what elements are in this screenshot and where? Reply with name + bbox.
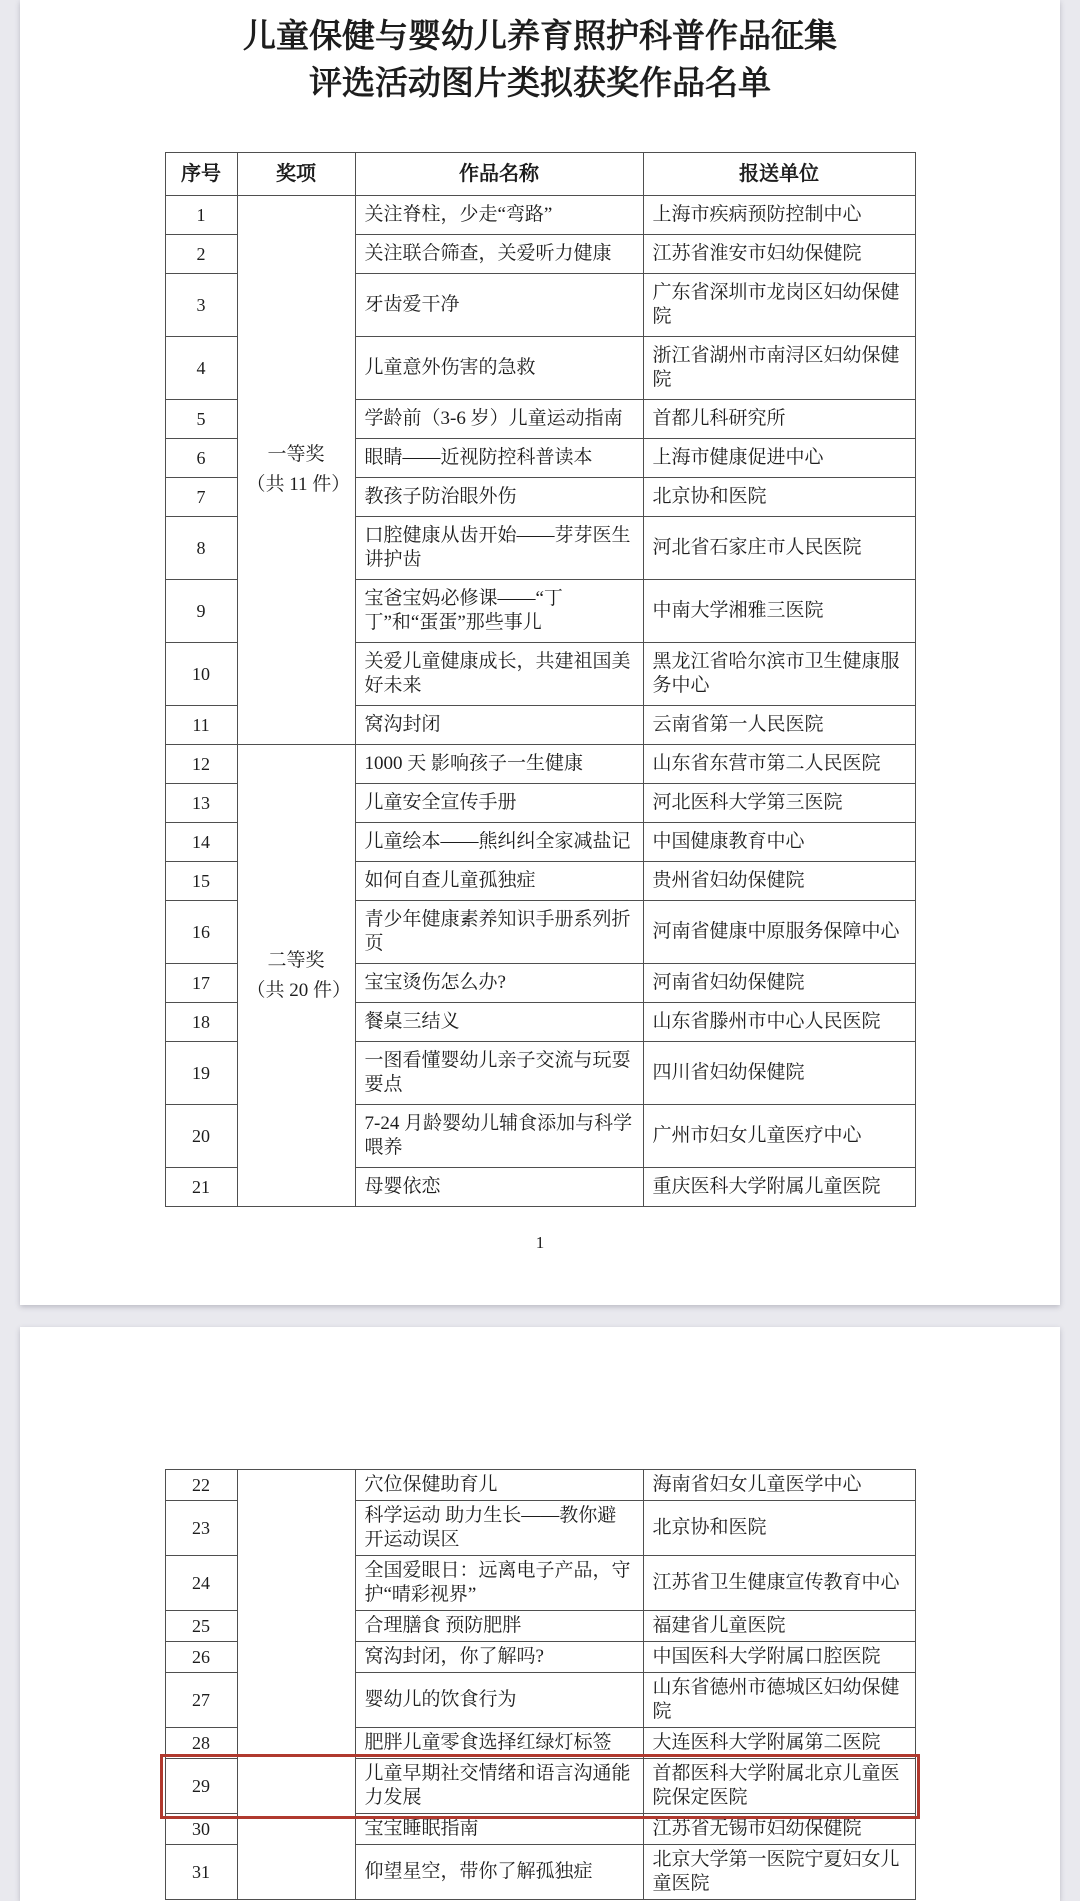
cell-work-title: 仰望星空，带你了解孤独症: [355, 1845, 643, 1900]
cell-serial: 20: [165, 1105, 237, 1168]
cell-work-title: 窝沟封闭: [355, 706, 643, 745]
cell-work-title: 科学运动 助力生长——教你避开运动误区: [355, 1501, 643, 1556]
cell-work-title: 教孩子防治眼外伤: [355, 478, 643, 517]
awards-table-page-1: [165, 152, 916, 1207]
table-row: [165, 196, 915, 235]
cell-serial: 1: [165, 196, 237, 235]
column-header-award: 奖项: [237, 153, 355, 196]
award-group-count: （共 11 件）: [246, 474, 351, 495]
cell-work-title: 1000 天 影响孩子一生健康: [355, 745, 643, 784]
cell-unit: 山东省滕州市中心人民医院: [643, 1003, 915, 1042]
cell-serial: 8: [165, 517, 237, 580]
cell-unit: 重庆医科大学附属儿童医院: [643, 1168, 915, 1207]
cell-serial: 25: [165, 1611, 237, 1642]
cell-serial: 26: [165, 1642, 237, 1673]
cell-serial: 5: [165, 400, 237, 439]
cell-serial: 23: [165, 1501, 237, 1556]
cell-unit: 四川省妇幼保健院: [643, 1042, 915, 1105]
table-row: [165, 1470, 915, 1501]
cell-work-title: 宝爸宝妈必修课——“丁丁”和“蛋蛋”那些事儿: [355, 580, 643, 643]
award-group-name: 二等奖: [267, 949, 325, 971]
cell-serial: 13: [165, 784, 237, 823]
cell-serial: 2: [165, 235, 237, 274]
cell-work-title: 餐桌三结义: [355, 1003, 643, 1042]
cell-serial: 12: [165, 745, 237, 784]
cell-work-title: 牙齿爱干净: [355, 274, 643, 337]
cell-work-title: 全国爱眼日：远离电子产品，守护“晴彩视界”: [355, 1556, 643, 1611]
cell-serial: 17: [165, 964, 237, 1003]
award-group-name: 一等奖: [267, 444, 325, 465]
cell-unit: 北京大学第一医院宁夏妇女儿童医院: [643, 1845, 915, 1900]
cell-unit: 山东省东营市第二人民医院: [643, 745, 915, 784]
cell-serial: 16: [165, 901, 237, 964]
cell-serial: 14: [165, 823, 237, 862]
cell-serial: 11: [165, 706, 237, 745]
cell-unit: 云南省第一人民医院: [643, 706, 915, 745]
cell-serial: 22: [165, 1470, 237, 1501]
column-header-work-title: 作品名称: [355, 153, 643, 196]
cell-unit: 首都医科大学附属北京儿童医院保定医院: [643, 1759, 915, 1814]
cell-serial: 3: [165, 274, 237, 337]
cell-serial: 28: [165, 1728, 237, 1759]
cell-unit: 福建省儿童医院: [643, 1611, 915, 1642]
cell-work-title: 合理膳食 预防肥胖: [355, 1611, 643, 1642]
cell-unit: 江苏省淮安市妇幼保健院: [643, 235, 915, 274]
cell-serial: 18: [165, 1003, 237, 1042]
cell-unit: 黑龙江省哈尔滨市卫生健康服务中心: [643, 643, 915, 706]
cell-unit: 贵州省妇幼保健院: [643, 862, 915, 901]
document-title-line-1: 儿童保健与婴幼儿养育照护科普作品征集: [243, 19, 837, 55]
cell-work-title: 儿童绘本——熊纠纠全家减盐记: [355, 823, 643, 862]
cell-serial: 10: [165, 643, 237, 706]
cell-work-title: 母婴依恋: [355, 1168, 643, 1207]
cell-work-title: 7-24 月龄婴幼儿辅食添加与科学喂养: [355, 1105, 643, 1168]
cell-serial: 21: [165, 1168, 237, 1207]
cell-serial: 15: [165, 862, 237, 901]
cell-serial: 19: [165, 1042, 237, 1105]
cell-work-title: 儿童意外伤害的急救: [355, 337, 643, 400]
cell-work-title: 如何自查儿童孤独症: [355, 862, 643, 901]
award-group-count: （共 20 件）: [246, 979, 352, 1001]
cell-work-title: 一图看懂婴幼儿亲子交流与玩耍要点: [355, 1042, 643, 1105]
document-page-2: [20, 1327, 1060, 1901]
cell-unit: 上海市健康促进中心: [643, 439, 915, 478]
cell-work-title: 关爱儿童健康成长，共建祖国美好未来: [355, 643, 643, 706]
cell-unit: 中南大学湘雅三医院: [643, 580, 915, 643]
cell-unit: 河北医科大学第三医院: [643, 784, 915, 823]
cell-work-title: 青少年健康素养知识手册系列折页: [355, 901, 643, 964]
cell-unit: 大连医科大学附属第二医院: [643, 1728, 915, 1759]
cell-serial: 7: [165, 478, 237, 517]
cell-work-title: 关注脊柱，少走“弯路”: [355, 196, 643, 235]
cell-unit: 江苏省卫生健康宣传教育中心: [643, 1556, 915, 1611]
cell-award-group: [237, 196, 355, 745]
cell-award-group: [237, 1470, 355, 1900]
cell-serial: 29: [165, 1759, 237, 1814]
cell-serial: 24: [165, 1556, 237, 1611]
cell-work-title: 肥胖儿童零食选择红绿灯标签: [355, 1728, 643, 1759]
cell-work-title: 口腔健康从齿开始——芽芽医生讲护齿: [355, 517, 643, 580]
page-separator: [0, 1305, 1080, 1327]
cell-unit: 广东省深圳市龙岗区妇幼保健院: [643, 274, 915, 337]
cell-work-title: 宝宝睡眠指南: [355, 1814, 643, 1845]
cell-unit: 广州市妇女儿童医疗中心: [643, 1105, 915, 1168]
cell-work-title: 关注联合筛查，关爱听力健康: [355, 235, 643, 274]
cell-work-title: 穴位保健助育儿: [355, 1470, 643, 1501]
cell-serial: 6: [165, 439, 237, 478]
cell-unit: 北京协和医院: [643, 478, 915, 517]
cell-unit: 中国医科大学附属口腔医院: [643, 1642, 915, 1673]
cell-unit: 河南省妇幼保健院: [643, 964, 915, 1003]
cell-unit: 上海市疾病预防控制中心: [643, 196, 915, 235]
table-row: [165, 745, 915, 784]
cell-serial: 30: [165, 1814, 237, 1845]
table-header-row: [165, 153, 915, 196]
cell-unit: 河北省石家庄市人民医院: [643, 517, 915, 580]
page-number: 1: [535, 1233, 545, 1252]
cell-work-title: 学龄前（3-6 岁）儿童运动指南: [355, 400, 643, 439]
cell-serial: 31: [165, 1845, 237, 1900]
document-page-1: [20, 0, 1060, 1305]
cell-serial: 27: [165, 1673, 237, 1728]
cell-work-title: 婴幼儿的饮食行为: [355, 1673, 643, 1728]
awards-table-page-2: [165, 1469, 916, 1900]
cell-work-title: 儿童早期社交情绪和语言沟通能力发展: [355, 1759, 643, 1814]
document-title-line-2: 评选活动图片类拟获奖作品名单: [309, 66, 771, 102]
cell-unit: 海南省妇女儿童医学中心: [643, 1470, 915, 1501]
cell-unit: 河南省健康中原服务保障中心: [643, 901, 915, 964]
cell-unit: 江苏省无锡市妇幼保健院: [643, 1814, 915, 1845]
cell-work-title: 窝沟封闭，你了解吗?: [355, 1642, 643, 1673]
cell-unit: 北京协和医院: [643, 1501, 915, 1556]
cell-unit: 首都儿科研究所: [643, 400, 915, 439]
cell-serial: 9: [165, 580, 237, 643]
cell-work-title: 眼睛——近视防控科普读本: [355, 439, 643, 478]
column-header-serial: 序号: [165, 153, 237, 196]
cell-unit: 浙江省湖州市南浔区妇幼保健院: [643, 337, 915, 400]
cell-work-title: 宝宝烫伤怎么办?: [355, 964, 643, 1003]
cell-unit: 中国健康教育中心: [643, 823, 915, 862]
column-header-unit: 报送单位: [643, 153, 915, 196]
cell-work-title: 儿童安全宣传手册: [355, 784, 643, 823]
cell-award-group: [237, 745, 355, 1207]
cell-unit: 山东省德州市德城区妇幼保健院: [643, 1673, 915, 1728]
cell-serial: 4: [165, 337, 237, 400]
